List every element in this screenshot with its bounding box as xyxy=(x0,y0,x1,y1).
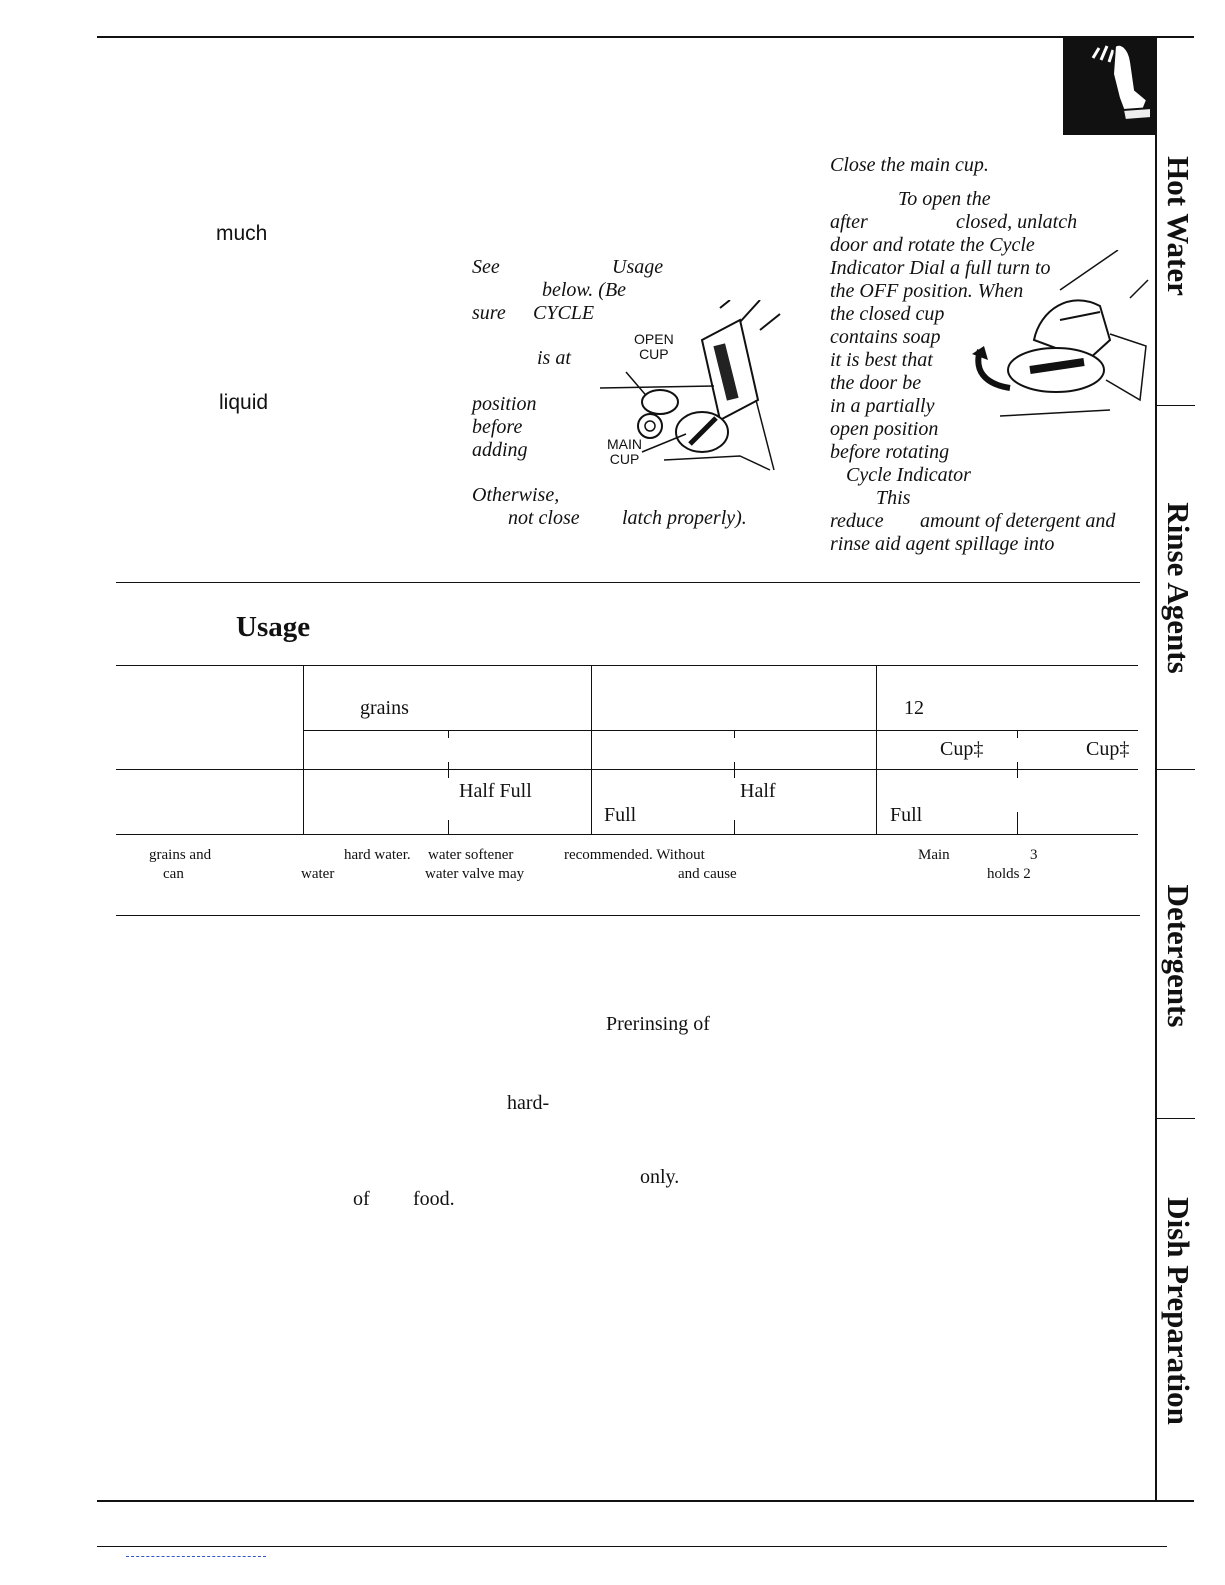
footnote-fragment: hard water. xyxy=(344,847,411,863)
bottom-rule xyxy=(97,1500,1194,1502)
table-col-rule xyxy=(591,665,592,835)
col3-line: amount of detergent and xyxy=(920,510,1116,532)
table-subhead-rule xyxy=(304,730,1138,731)
body-fragment: only. xyxy=(640,1166,680,1188)
tab-separator xyxy=(1155,769,1195,770)
footnote-fragment: 3 xyxy=(1030,847,1038,863)
col2-line: Usage xyxy=(612,256,664,278)
table-cell-half-full: Half Full xyxy=(459,780,532,802)
col3-line: before rotating xyxy=(830,441,950,463)
hand-button-icon xyxy=(1063,38,1155,135)
table-tick xyxy=(448,762,449,778)
col3-line: the door be xyxy=(830,372,922,394)
table-tick xyxy=(448,820,449,834)
col3-line: door and rotate the Cycle xyxy=(830,234,1035,256)
table-header-cup: Cup‡ xyxy=(940,738,984,760)
table-cell-full: Full xyxy=(890,804,923,826)
col3-line: contains soap xyxy=(830,326,941,348)
table-header-grains: grains xyxy=(360,697,409,719)
table-tick xyxy=(734,730,735,738)
col2-line: CYCLE xyxy=(533,302,595,324)
footer-link-underline xyxy=(126,1556,266,1557)
table-header-cup: Cup‡ xyxy=(1086,738,1130,760)
table-bottom-rule xyxy=(116,834,1138,835)
col3-line: Close the main cup. xyxy=(830,154,989,176)
col3-line: in a partially xyxy=(830,395,935,417)
footnote-fragment: water xyxy=(301,866,335,882)
table-tick xyxy=(448,730,449,738)
col2-line: position xyxy=(472,393,537,415)
col2-line: Otherwise, xyxy=(472,484,560,506)
section-rule xyxy=(116,915,1140,916)
col3-line: it is best that xyxy=(830,349,933,371)
col2-line: not close xyxy=(508,507,580,529)
table-top-rule xyxy=(116,665,1138,666)
tab-rinse-agents[interactable]: Rinse Agents xyxy=(1161,502,1196,674)
col2-line: See xyxy=(472,256,500,278)
footnote-fragment: and cause xyxy=(678,866,737,882)
section-rule xyxy=(116,582,1140,583)
footnote-fragment: grains and xyxy=(149,847,212,863)
col3-line: after xyxy=(830,211,868,233)
table-tick xyxy=(1017,730,1018,738)
col3-line: This xyxy=(876,487,911,509)
footnote-fragment: holds 2 xyxy=(987,866,1031,882)
tab-hot-water[interactable]: Hot Water xyxy=(1161,156,1196,296)
table-col-rule xyxy=(876,665,877,835)
tab-separator xyxy=(1155,1118,1195,1119)
col2-line: adding xyxy=(472,439,528,461)
col2-line: below. (Be xyxy=(542,279,627,301)
body-fragment: hard- xyxy=(507,1092,550,1114)
col3-line: Indicator Dial a full turn to xyxy=(830,257,1051,279)
body-fragment: of xyxy=(353,1188,370,1210)
body-fragment: food. xyxy=(413,1188,455,1210)
col1-much: much xyxy=(216,222,268,245)
footnote-fragment: water valve may xyxy=(425,866,525,882)
tab-separator xyxy=(1155,405,1195,406)
col2-line: latch properly). xyxy=(622,507,747,529)
main-cup-label: MAIN CUP xyxy=(607,436,642,467)
col3-line: Cycle Indicator xyxy=(846,464,971,486)
table-mid-rule xyxy=(116,769,1138,770)
table-cell-full: Full xyxy=(604,804,637,826)
col3-line: rinse aid agent spillage into xyxy=(830,533,1055,555)
col3-line: reduce xyxy=(830,510,884,532)
col3-line: the OFF position. When xyxy=(830,280,1024,302)
section-heading: Usage xyxy=(236,611,311,643)
tab-detergents[interactable]: Detergents xyxy=(1161,884,1196,1028)
col2-line: is at xyxy=(537,347,571,369)
open-cup-label: OPEN CUP xyxy=(634,331,674,362)
col1-liquid: liquid xyxy=(219,391,269,414)
tab-dish-preparation[interactable]: Dish Preparation xyxy=(1161,1197,1196,1425)
table-header-12: 12 xyxy=(904,697,924,719)
table-tick xyxy=(734,762,735,778)
footer-rule xyxy=(97,1546,1167,1547)
col2-line: before xyxy=(472,416,523,438)
col3-line: open position xyxy=(830,418,939,440)
table-cell-half: Half xyxy=(740,780,776,802)
table-tick xyxy=(1017,812,1018,834)
footnote-fragment: water softener xyxy=(428,847,514,863)
footnote-fragment: Main xyxy=(918,847,950,863)
cycle-dial-illustration xyxy=(960,250,1150,420)
col3-line: To open the xyxy=(898,188,991,210)
table-tick xyxy=(1017,762,1018,778)
footnote-fragment: recommended. Without xyxy=(564,847,705,863)
col3-line: closed, unlatch xyxy=(956,211,1078,233)
table-col-rule xyxy=(303,665,304,835)
table-tick xyxy=(734,820,735,834)
body-fragment: Prerinsing of xyxy=(606,1013,710,1035)
col3-line: the closed cup xyxy=(830,303,945,325)
col2-line: sure xyxy=(472,302,506,324)
footnote-fragment: can xyxy=(163,866,184,882)
top-rule xyxy=(97,36,1194,38)
